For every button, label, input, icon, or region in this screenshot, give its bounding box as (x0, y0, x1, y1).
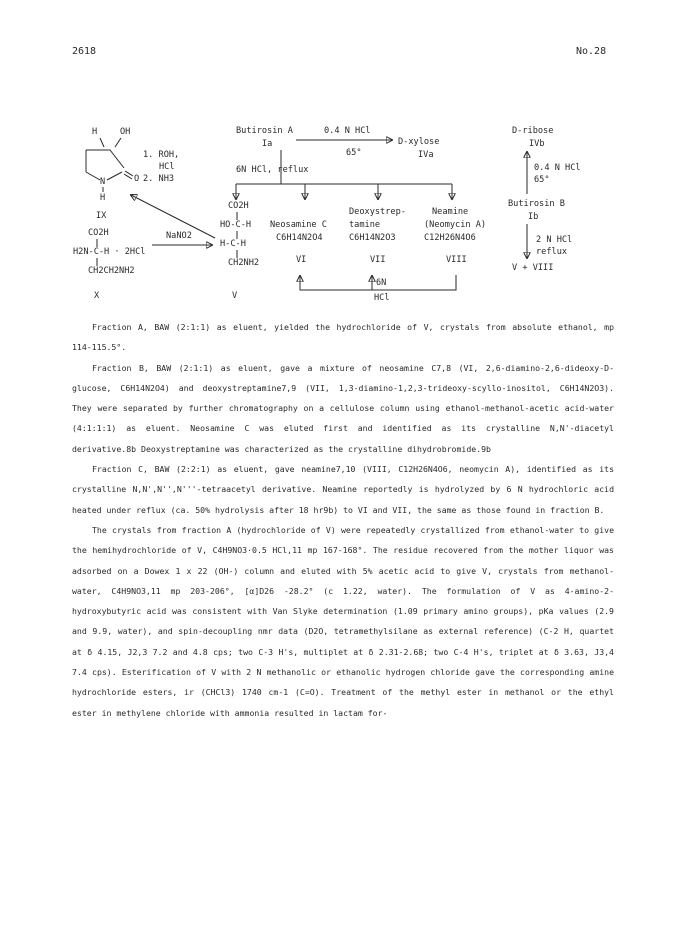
page-number: 2618 (72, 46, 97, 57)
label-x: X (94, 291, 100, 301)
paragraph-fraction-b: Fraction B, BAW (2:1:1) as eluent, gave a mixture of neosamine C7,8 (VI, 2,6-diamino-2,6-dideoxy-D-glucose, C6H14N2O4) and deoxystreptamine7,9 (VII, 1,3-diamino-1,2,3-trideoxy-scyllo-inositol, C6H14N2O3). They were separated by further chromatography on a cellulose column using ethanol-methanol-acetic acid-water (4:1:1:1) as eluent. Neosamine C was eluted first and identified as its crystalline N,N'-diacetyl derivative.8b Deoxystreptamine was characterized as the crystalline dihydrobromide.9b (72, 362, 614, 454)
temp-top: 65° (346, 148, 362, 158)
b-products: V + VIII (512, 263, 554, 273)
label-iva: IVa (418, 150, 434, 160)
svg-text:CH2CH2NH2: CH2CH2NH2 (88, 266, 135, 276)
ribose-cond-1: 0.4 N HCl (534, 163, 581, 173)
reagents-left (143, 150, 179, 184)
paragraph-fraction-a: Fraction A, BAW (2:1:1) as eluent, yielded the hydrochloride of V, crystals from absolute ethanol, mp 114-115.5°. (72, 322, 614, 353)
ribose-cond-2: 65° (534, 175, 550, 185)
svg-text:CO2H: CO2H (228, 201, 249, 211)
svg-text:tamine: tamine (349, 220, 381, 230)
label-v: V (232, 291, 238, 301)
bottom-cond-top: 6N (376, 278, 387, 288)
label-ib: Ib (528, 212, 539, 222)
svg-text:C6H14N2O4: C6H14N2O4 (276, 233, 323, 243)
compound-ix (86, 127, 139, 221)
hcl-top: 0.4 N HCl (324, 126, 371, 136)
d-xylose: D-xylose (398, 137, 440, 147)
svg-text:C12H26N4O6: C12H26N4O6 (424, 233, 476, 243)
butirosin-a: Butirosin A (236, 126, 293, 136)
svg-text:H-C-H: H-C-H (220, 239, 246, 249)
label-ia: Ia (262, 139, 273, 149)
svg-text:C6H14N2O3: C6H14N2O3 (349, 233, 396, 243)
compound-vi (270, 220, 327, 265)
svg-text:CO2H: CO2H (88, 228, 109, 238)
svg-text:CH2NH2: CH2NH2 (228, 258, 260, 268)
label-viii: VIII (446, 255, 467, 265)
paragraph-fraction-c: Fraction C, BAW (2:2:1) as eluent, gave neamine7,10 (VIII, C12H26N4O6, neomycin A), identified as its crystalline N,N',N'',N'''-tetraacetyl derivative. Neamine reportedly is hydrolyzed by 6 N hydrochloric acid heated under reflux (ca. 50% hydrolysis after 18 hr9b) to VI and VII, the same as those found in fraction B. (72, 464, 614, 515)
svg-text:H: H (100, 193, 106, 203)
article-body (72, 317, 614, 723)
svg-text:2. NH3: 2. NH3 (143, 174, 175, 184)
label-vi: VI (296, 255, 307, 265)
reaction-scheme (0, 0, 680, 310)
svg-text:H2N-C-H · 2HCl: H2N-C-H · 2HCl (73, 247, 146, 257)
paragraph-crystals: The crystals from fraction A (hydrochloride of V) were repeatedly crystallized from ethanol-water to give the hemihydrochloride of V, C4H9NO3·0.5 HCl,11 mp 167-168°. The residue recovered from the mother liquor was adsorbed on a Dowex 1 x 22 (OH-) column and eluted with 5% acetic acid to give V, crystals from methanol-water, C4H9NO3,11 mp 203-206°, [α]D26 -28.2° (c 1.22, water). The formulation of V as 4-amino-2-hydroxybutyric acid was consistent with Van Slyke determination (1.09 primary amino groups), pKa values (2.9 and 9.9, water), and spin-decoupling nmr data (D2O, tetramethylsilane as external reference) (C-2 H, quartet at δ 4.15, J2,3 7.2 and 4.8 cps; two C-3 H's, multiplet at δ 2.31-2.68; two C-4 H's, triplet at δ 3.63, J3,4 7.4 cps). Esterification of V with 2 N methanolic or ethanolic hydrogen chloride gave the corresponding amine hydrochloride esters, ir (CHCl3) 1740 cm-1 (C=O). Treatment of the methyl ester in methanol or the ethyl ester in methylene chloride with ammonia resulted in lactam for- (72, 524, 614, 718)
svg-text:OH: OH (120, 127, 131, 137)
compound-viii (424, 207, 486, 265)
svg-text:O: O (134, 174, 140, 184)
journal-issue: No.28 (576, 46, 607, 57)
svg-text:HO-C-H: HO-C-H (220, 220, 252, 230)
compound-v (220, 201, 259, 301)
svg-text:Neosamine C: Neosamine C (270, 220, 327, 230)
svg-text:Deoxystrep-: Deoxystrep- (349, 207, 406, 217)
compound-x (73, 228, 145, 301)
label-ivb: IVb (529, 139, 545, 149)
label-ix: IX (96, 211, 107, 221)
svg-text:H: H (92, 127, 98, 137)
svg-text:N: N (100, 177, 106, 187)
svg-text:HCl: HCl (159, 162, 175, 172)
svg-text:(Neomycin A): (Neomycin A) (424, 220, 487, 230)
svg-text:Neamine: Neamine (432, 207, 469, 217)
compound-vii (349, 207, 406, 265)
butirosin-b: Butirosin B (508, 199, 565, 209)
label-vii: VII (370, 255, 386, 265)
bottom-cond-bottom: HCl (374, 293, 390, 303)
nano2-reagent: NaNO2 (166, 231, 192, 241)
b-cond-1: 2 N HCl (536, 235, 573, 245)
d-ribose: D-ribose (512, 126, 554, 136)
b-cond-2: reflux (536, 247, 568, 257)
reflux-condition: 6N HCl, reflux (236, 165, 309, 175)
svg-text:1. ROH,: 1. ROH, (143, 150, 180, 160)
